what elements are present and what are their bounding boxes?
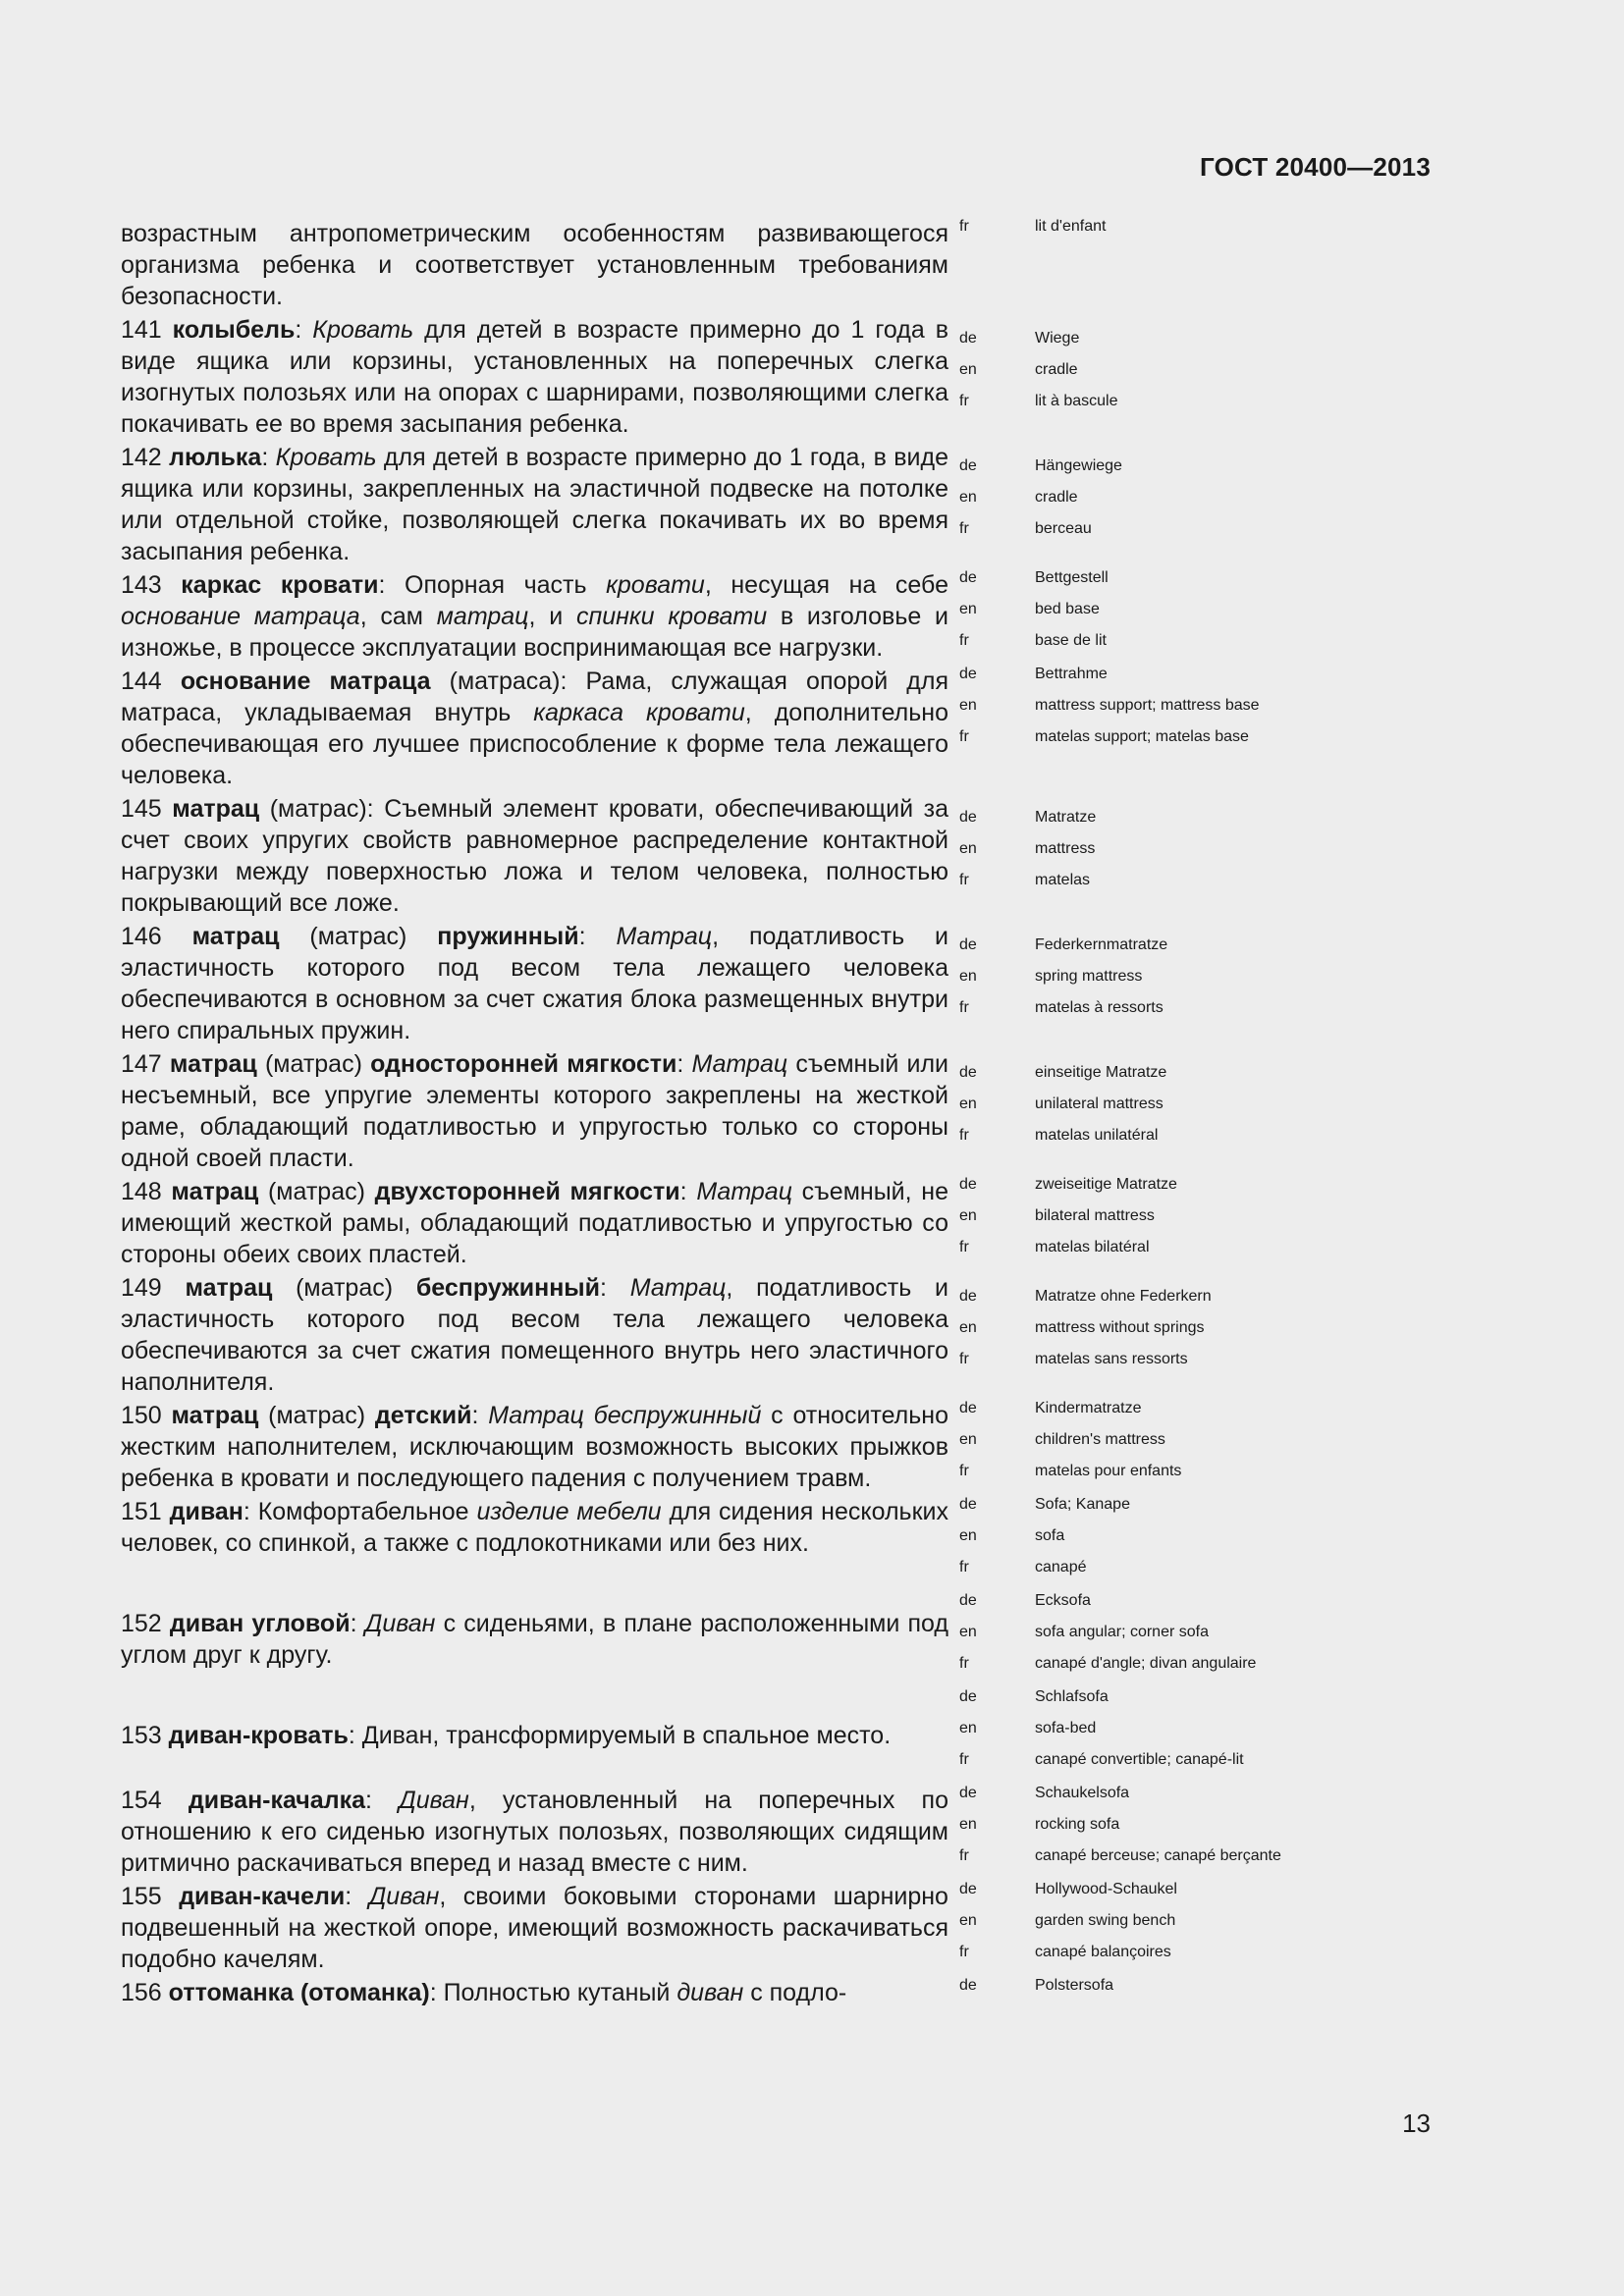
translation-group (959, 1176, 1436, 1270)
translated-term: einseitige Matratze (1035, 1064, 1167, 1081)
translated-term: Schlafsofa (1035, 1688, 1109, 1705)
term-definition: 141 колыбель: Кровать для детей в возрасте примерно до 1 года в виде ящика или корзины, установленных на поперечных слегка изогнутых полозьях или на опорах с шарнирами, позволяющими слегка покачивать ее во время засыпания ребенка. (121, 316, 948, 438)
translation-group (959, 793, 1436, 919)
language-code: en (959, 1624, 977, 1640)
term-entry (121, 1881, 1436, 1975)
translation-row (959, 520, 1436, 552)
language-code: de (959, 330, 977, 347)
translation-row (959, 1881, 1436, 1912)
translated-term: matelas unilatéral (1035, 1127, 1159, 1144)
language-code: en (959, 1095, 977, 1112)
term-entry (121, 1785, 1436, 1879)
translation-group (959, 1272, 1436, 1398)
language-code: en (959, 1207, 977, 1224)
translation-row (959, 632, 1436, 664)
terms-table (121, 218, 1436, 2010)
language-code: fr (959, 999, 969, 1016)
translation-row (959, 1400, 1436, 1431)
language-code: fr (959, 1751, 969, 1768)
term-entry (121, 1592, 1436, 1686)
translated-term: spring mattress (1035, 968, 1143, 985)
translated-term: cradle (1035, 489, 1078, 506)
term-entry (121, 1977, 1436, 2008)
translated-term: mattress support; mattress base (1035, 697, 1260, 714)
translation-row (959, 999, 1436, 1031)
term-definition: 150 матрац (матрас) детский: Матрац беспружинный с относительно жестким наполнителем, исключающим возможность высоких прыжков ребенка в кровати и последующего падения с получением травм. (121, 1402, 948, 1492)
term-entry (121, 1176, 1436, 1270)
translation-group (959, 314, 1436, 440)
translated-term: unilateral mattress (1035, 1095, 1164, 1112)
language-code: fr (959, 632, 969, 649)
term-definition: 149 матрац (матрас) беспружинный: Матрац, податливость и эластичность которого под весом тела лежащего человека обеспечиваются за счет сжатия помещенного внутрь него эластичного наполнителя. (121, 1274, 948, 1396)
language-code: fr (959, 1351, 969, 1367)
translation-row (959, 697, 1436, 728)
term-entry (121, 1400, 1436, 1494)
language-code: en (959, 1527, 977, 1544)
term-definition: 146 матрац (матрас) пружинный: Матрац, податливость и эластичность которого под весом тела лежащего человека обеспечиваются в основном за счет сжатия блока размещенных внутри него спиральных пружин. (121, 923, 949, 1044)
language-code: de (959, 1064, 977, 1081)
translation-row (959, 1496, 1436, 1527)
language-code: en (959, 1816, 977, 1833)
term-definition: 153 диван-кровать: Диван, трансформируемый в спальное место. (121, 1722, 892, 1749)
translated-term: Federkernmatratze (1035, 936, 1168, 953)
translated-term: canapé d'angle; divan angulaire (1035, 1655, 1257, 1672)
translation-row (959, 1688, 1436, 1720)
language-code: en (959, 1319, 977, 1336)
language-code: en (959, 1912, 977, 1929)
translation-row (959, 569, 1436, 601)
translation-group (959, 666, 1436, 791)
language-code: fr (959, 1847, 969, 1864)
translated-term: Sofa; Kanape (1035, 1496, 1130, 1513)
translation-row (959, 218, 1436, 249)
translated-term: matelas à ressorts (1035, 999, 1164, 1016)
translated-term: Polstersofa (1035, 1977, 1114, 1994)
translation-row (959, 1288, 1436, 1319)
language-code: en (959, 1720, 977, 1736)
translation-row (959, 1720, 1436, 1751)
term-definition: 152 диван угловой: Диван с сиденьями, в плане расположенными под углом друг к другу. (121, 1610, 948, 1669)
translation-row (959, 1095, 1436, 1127)
translation-group (959, 1048, 1436, 1174)
translation-row (959, 936, 1436, 968)
language-code: de (959, 569, 977, 586)
term-definition: 143 каркас кровати: Опорная часть кровати, несущая на себе основание матраца, сам матрац, и спинки кровати в изголовье и изножье, в процессе эксплуатации воспринимающая все нагрузки. (121, 571, 949, 662)
language-code: fr (959, 520, 969, 537)
term-definition: 154 диван-качалка: Диван, установленный на поперечных по отношению к его сиденью изогнутых полозьях, позволяющих сидящим ритмично раскачиваться вперед и назад вместе с ним. (121, 1787, 948, 1877)
translation-row (959, 872, 1436, 903)
translated-term: canapé berceuse; canapé berçante (1035, 1847, 1281, 1864)
translation-row (959, 840, 1436, 872)
translated-term: cradle (1035, 361, 1078, 378)
term-entry (121, 314, 1436, 440)
language-code: fr (959, 1559, 969, 1575)
translated-term: matelas support; matelas base (1035, 728, 1249, 745)
translated-term: mattress (1035, 840, 1096, 857)
translated-term: base de lit (1035, 632, 1107, 649)
translated-term: sofa-bed (1035, 1720, 1097, 1736)
language-code: en (959, 968, 977, 985)
term-entry (121, 921, 1436, 1046)
term-entry (121, 218, 1436, 312)
term-definition: возрастным антропометрическим особенностям развивающегося организма ребенка и соответствует установленным требованиям безопасности. (121, 220, 948, 310)
language-code: de (959, 457, 977, 474)
translated-term: Bettgestell (1035, 569, 1109, 586)
translated-term: matelas bilatéral (1035, 1239, 1150, 1255)
term-definition: 142 люлька: Кровать для детей в возрасте примерно до 1 года, в виде ящика или корзины, закрепленных на эластичной подвеске на потолке или отдельной стойке, позволяющей слегка покачивать их во время засыпания ребенка. (121, 444, 948, 565)
language-code: fr (959, 1239, 969, 1255)
translation-row (959, 1655, 1436, 1686)
translation-group (959, 442, 1436, 567)
translation-row (959, 1592, 1436, 1624)
language-code: de (959, 1881, 977, 1897)
language-code: de (959, 936, 977, 953)
translation-group (959, 921, 1436, 1046)
translation-row (959, 1559, 1436, 1590)
translated-term: children's mattress (1035, 1431, 1165, 1448)
translated-term: Ecksofa (1035, 1592, 1091, 1609)
term-definition: 151 диван: Комфортабельное изделие мебели для сидения нескольких человек, со спинкой, а также с подлокотниками или без них. (121, 1498, 948, 1557)
translation-row (959, 809, 1436, 840)
translation-row (959, 361, 1436, 393)
translation-row (959, 1527, 1436, 1559)
language-code: en (959, 489, 977, 506)
translation-row (959, 1751, 1436, 1783)
language-code: fr (959, 218, 969, 235)
translation-row (959, 1127, 1436, 1158)
term-definition: 147 матрац (матрас) односторонней мягкости: Матрац съемный или несъемный, все упругие элементы которого закреплены на жесткой раме, обладающий податливостью и упругостью только со стороны одной своей пласти. (121, 1050, 948, 1172)
term-definition: 155 диван-качели: Диван, своими боковыми сторонами шарнирно подвешенный на жесткой опоре, имеющий возможность раскачиваться подобно качелям. (121, 1883, 948, 1973)
language-code: fr (959, 1127, 969, 1144)
translated-term: garden swing bench (1035, 1912, 1176, 1929)
term-entry (121, 1496, 1436, 1590)
translation-row (959, 1064, 1436, 1095)
translation-row (959, 601, 1436, 632)
language-code: de (959, 1592, 977, 1609)
translated-term: matelas sans ressorts (1035, 1351, 1188, 1367)
translation-row (959, 1847, 1436, 1879)
translation-row (959, 1431, 1436, 1463)
translated-term: canapé balançoires (1035, 1944, 1171, 1960)
translated-term: canapé convertible; canapé-lit (1035, 1751, 1244, 1768)
translation-row (959, 393, 1436, 424)
translated-term: sofa (1035, 1527, 1065, 1544)
language-code: de (959, 1785, 977, 1801)
language-code: fr (959, 393, 969, 409)
translation-row (959, 968, 1436, 999)
translation-row (959, 1912, 1436, 1944)
translation-row (959, 1977, 1436, 2008)
translation-row (959, 1319, 1436, 1351)
translated-term: lit à bascule (1035, 393, 1118, 409)
translation-group (959, 1977, 1436, 2008)
translated-term: zweiseitige Matratze (1035, 1176, 1177, 1193)
translation-row (959, 457, 1436, 489)
translation-row (959, 330, 1436, 361)
term-entry (121, 793, 1436, 919)
language-code: fr (959, 728, 969, 745)
translated-term: Kindermatratze (1035, 1400, 1142, 1416)
translation-group (959, 1688, 1436, 1783)
language-code: fr (959, 1944, 969, 1960)
translated-term: matelas (1035, 872, 1091, 888)
translation-row (959, 1239, 1436, 1270)
translated-term: matelas pour enfants (1035, 1463, 1182, 1479)
translated-term: Wiege (1035, 330, 1080, 347)
translated-term: Bettrahme (1035, 666, 1108, 682)
page-number: 13 (1402, 2109, 1431, 2138)
language-code: de (959, 1688, 977, 1705)
translation-group (959, 1496, 1436, 1590)
term-entry (121, 569, 1436, 664)
term-entry (121, 1048, 1436, 1174)
term-definition: 148 матрац (матрас) двухсторонней мягкости: Матрац съемный, не имеющий жесткой рамы, обладающий податливостью и упругостью со стороны обеих своих пластей. (121, 1178, 948, 1268)
language-code: en (959, 840, 977, 857)
translated-term: Hängewiege (1035, 457, 1122, 474)
term-entry (121, 666, 1436, 791)
language-code: fr (959, 1655, 969, 1672)
term-entry (121, 442, 1436, 567)
language-code: de (959, 1400, 977, 1416)
translated-term: bed base (1035, 601, 1100, 617)
language-code: de (959, 666, 977, 682)
term-entry (121, 1688, 1436, 1783)
language-code: de (959, 809, 977, 826)
translated-term: Matratze (1035, 809, 1097, 826)
language-code: fr (959, 872, 969, 888)
translation-row (959, 1176, 1436, 1207)
translation-row (959, 1463, 1436, 1494)
document-header: ГОСТ 20400—2013 (1200, 152, 1431, 182)
translation-group (959, 569, 1436, 664)
language-code: fr (959, 1463, 969, 1479)
translated-term: berceau (1035, 520, 1092, 537)
translated-term: bilateral mattress (1035, 1207, 1155, 1224)
translation-row (959, 1351, 1436, 1382)
language-code: en (959, 601, 977, 617)
translated-term: Schaukelsofa (1035, 1785, 1130, 1801)
translation-row (959, 1944, 1436, 1975)
translated-term: mattress without springs (1035, 1319, 1205, 1336)
translation-row (959, 1785, 1436, 1816)
language-code: de (959, 1288, 977, 1305)
language-code: en (959, 361, 977, 378)
term-definition: 144 основание матраца (матраса): Рама, служащая опорой для матраса, укладываемая внутрь каркаса кровати, дополнительно обеспечивающая его лучшее приспособление к форме тела лежащего человека. (121, 667, 949, 789)
translated-term: Matratze ohne Federkern (1035, 1288, 1212, 1305)
translated-term: sofa angular; corner sofa (1035, 1624, 1209, 1640)
translation-row (959, 1207, 1436, 1239)
language-code: en (959, 697, 977, 714)
translated-term: canapé (1035, 1559, 1087, 1575)
language-code: en (959, 1431, 977, 1448)
translation-group (959, 1785, 1436, 1879)
translation-group (959, 1400, 1436, 1494)
language-code: de (959, 1977, 977, 1994)
translation-row (959, 489, 1436, 520)
term-definition: 145 матрац (матрас): Съемный элемент кровати, обеспечивающий за счет своих упругих свойств равномерное распределение контактной нагрузки между поверхностью ложа и телом человека, полностью покрывающий все ложе. (121, 795, 948, 917)
translated-term: lit d'enfant (1035, 218, 1107, 235)
translation-group (959, 218, 1436, 312)
translated-term: rocking sofa (1035, 1816, 1120, 1833)
language-code: de (959, 1496, 977, 1513)
translated-term: Hollywood-Schaukel (1035, 1881, 1177, 1897)
translation-row (959, 666, 1436, 697)
translation-group (959, 1592, 1436, 1686)
term-entry (121, 1272, 1436, 1398)
translation-row (959, 1624, 1436, 1655)
translation-row (959, 1816, 1436, 1847)
term-definition: 156 оттоманка (отоманка): Полностью кутаный диван с подло- (121, 1979, 847, 2006)
translation-row (959, 728, 1436, 760)
translation-group (959, 1881, 1436, 1975)
language-code: de (959, 1176, 977, 1193)
